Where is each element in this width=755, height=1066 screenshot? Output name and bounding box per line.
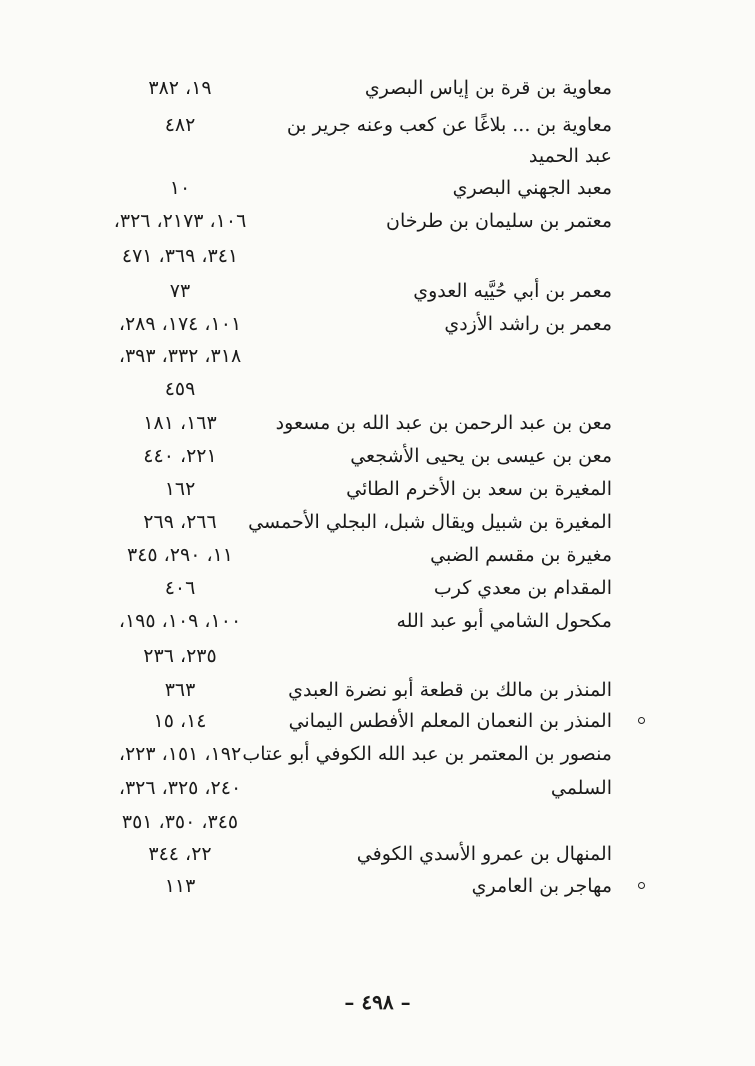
- entry-name: المنذر بن النعمان المعلم الأفطس اليماني: [288, 710, 612, 732]
- index-entry: [0, 407, 755, 439]
- index-entry: [0, 674, 755, 706]
- entry-pages: ١٤، ١٥: [153, 710, 207, 732]
- page-number: – ٤٩٨ –: [344, 990, 411, 1014]
- entry-pages: ٧٣: [169, 280, 191, 302]
- entry-pages: ٢٣٥، ٢٣٦: [143, 645, 217, 667]
- index-entry: [0, 572, 755, 604]
- bullet-marker: [638, 717, 645, 724]
- entry-pages: ١٩٢، ١٥١، ٢٢٣،: [118, 743, 242, 765]
- entry-name: معمر بن راشد الأزدي: [444, 313, 612, 335]
- entry-name: المغيرة بن سعد بن الأخرم الطائي: [346, 478, 612, 500]
- entry-pages: ١٠١، ١٧٤، ٢٨٩،: [118, 313, 242, 335]
- entry-name: المنذر بن مالك بن قطعة أبو نضرة العبدي: [288, 679, 612, 701]
- index-entry: [0, 806, 755, 838]
- index-entry: [0, 539, 755, 571]
- index-entry: [0, 838, 755, 870]
- entry-name: معن بن عبد الرحمن بن عبد الله بن مسعود: [275, 412, 612, 434]
- entry-pages: ١١، ٢٩٠، ٣٤٥: [126, 544, 233, 566]
- entry-pages: ١٩، ٣٨٢: [148, 77, 212, 99]
- index-entry: [0, 172, 755, 204]
- entry-pages: ٣٤٥، ٣٥٠، ٣٥١: [121, 811, 239, 833]
- entry-name: عبد الحميد: [528, 145, 612, 167]
- entry-name: مهاجر بن العامري: [471, 875, 612, 897]
- entry-pages: ٢٢، ٣٤٤: [148, 843, 212, 865]
- index-entry: [0, 440, 755, 472]
- index-entry: [0, 605, 755, 637]
- entry-pages: ١٠٠، ١٠٩، ١٩٥،: [118, 610, 242, 632]
- index-entry: [0, 705, 755, 737]
- entry-pages: ١٠٦، ٢١٧٣، ٣٢٦،: [113, 210, 247, 232]
- entry-pages: ١٦٣، ١٨١: [143, 412, 217, 434]
- entry-name: المغيرة بن شبيل ويقال شبل، البجلي الأحمسي: [248, 511, 612, 533]
- index-entry: [0, 738, 755, 770]
- entry-name: المقدام بن معدي كرب: [433, 577, 612, 599]
- entry-name: معتمر بن سليمان بن طرخان: [386, 210, 612, 232]
- index-entry: [0, 140, 755, 172]
- entry-name: معاوية بن ... بلاغًا عن كعب وعنه جرير بن: [286, 114, 612, 136]
- entry-pages: ٢٤٠، ٣٢٥، ٣٢٦،: [118, 777, 242, 799]
- entry-pages: ١٦٢: [164, 478, 196, 500]
- entry-name: معمر بن أبي حُيَّيه العدوي: [413, 280, 612, 302]
- index-entry: [0, 373, 755, 405]
- index-entry: [0, 506, 755, 538]
- index-entry: [0, 109, 755, 141]
- bullet-marker: [638, 882, 645, 889]
- index-entry: [0, 640, 755, 672]
- entry-pages: ٢٦٦، ٢٦٩: [143, 511, 217, 533]
- index-entry: [0, 340, 755, 372]
- entry-pages: ٢٢١، ٤٤٠: [143, 445, 217, 467]
- entry-name: السلمي: [550, 777, 612, 799]
- entry-pages: ٣١٨، ٣٣٢، ٣٩٣،: [118, 345, 242, 367]
- entry-name: معاوية بن قرة بن إياس البصري: [364, 77, 612, 99]
- index-entry: [0, 205, 755, 237]
- entry-pages: ٤٠٦: [164, 577, 196, 599]
- index-entry: [0, 72, 755, 104]
- index-entry: [0, 870, 755, 902]
- index-entry: [0, 772, 755, 804]
- index-entry: [0, 308, 755, 340]
- index-entry: [0, 473, 755, 505]
- entry-pages: ٤٨٢: [164, 114, 196, 136]
- entry-name: المنهال بن عمرو الأسدي الكوفي: [356, 843, 612, 865]
- entry-name: معن بن عيسى بن يحيى الأشجعي: [350, 445, 612, 467]
- index-entry: [0, 275, 755, 307]
- index-entry: [0, 240, 755, 272]
- entry-name: منصور بن المعتمر بن عبد الله الكوفي أبو عتاب: [242, 743, 612, 765]
- entry-pages: ١١٣: [164, 875, 196, 897]
- entry-pages: ٣٦٣: [164, 679, 196, 701]
- entry-pages: ١٠: [169, 177, 191, 199]
- entry-pages: ٣٤١، ٣٦٩، ٤٧١: [121, 245, 239, 267]
- entry-name: مكحول الشامي أبو عبد الله: [396, 610, 612, 632]
- entry-name: مغيرة بن مقسم الضبي: [430, 544, 612, 566]
- entry-pages: ٤٥٩: [164, 378, 196, 400]
- entry-name: معبد الجهني البصري: [452, 177, 612, 199]
